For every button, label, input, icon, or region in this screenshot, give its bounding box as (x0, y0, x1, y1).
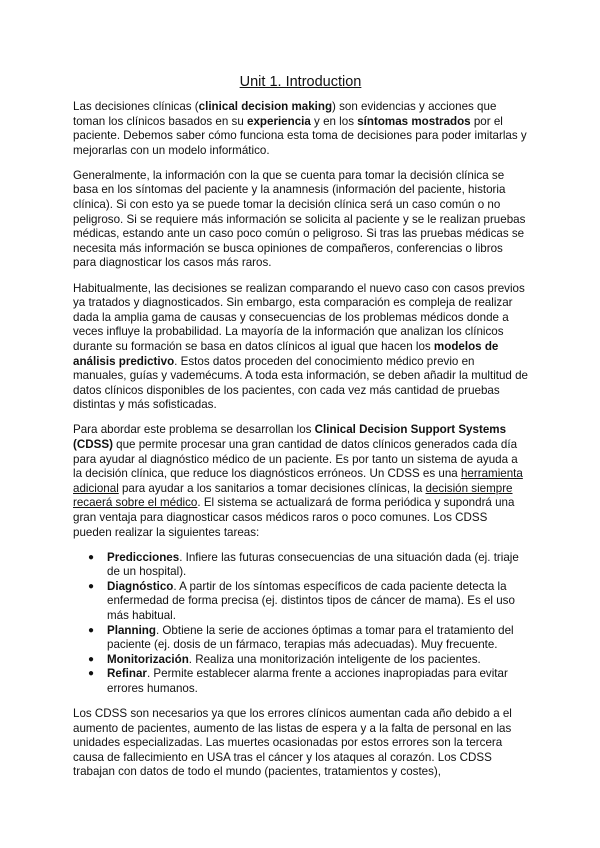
list-item (88, 652, 528, 668)
paragraph-cdss-necessity: Los CDSS son necesarios ya que los errores clínicos aumentan cada año debido a el aumento de pacientes, aumento de las listas de espera y a la falta de personal en las unidades especializadas. Las muertes ocasionadas por estos errores son la tercera causa de fallecimiento en USA tras el cáncer y los ataques al corazón. Los CDSS trabajan con datos de todo el mundo (pacientes, tratamientos y costes), (73, 707, 512, 779)
term-clinical-decision-making: clinical decision making (198, 100, 333, 113)
term-sintomas-mostrados: síntomas mostrados (357, 114, 471, 128)
task-description: . Obtiene la serie de acciones óptimas a tomar para el tratamiento del paciente (ej. dosis de un fármaco, terapias más adecuadas). Muy frecuente. (107, 623, 514, 652)
list-item (88, 623, 528, 653)
list-item (88, 667, 528, 696)
task-description: . Permite establecer alarma frente a acciones inapropiadas para evitar errores humanos. (107, 667, 508, 695)
page-title: Unit 1. Introduction (239, 74, 362, 90)
task-name: Monitorización (107, 652, 189, 666)
bullet-icon: ● (88, 653, 95, 665)
bullet-icon: ● (88, 668, 95, 680)
document-content (73, 73, 528, 791)
list-item (88, 579, 528, 624)
bullet-icon: ● (88, 580, 95, 592)
bullet-icon: ● (88, 551, 95, 563)
term-experiencia: experiencia (247, 114, 311, 128)
task-name: Diagnóstico (107, 579, 174, 593)
cdss-tasks-list (73, 551, 528, 697)
term-cdss: Clinical Decision Support Systems (CDSS) (73, 423, 507, 451)
task-name: Predicciones (107, 550, 180, 564)
bullet-icon: ● (88, 624, 95, 636)
task-name: Refinar (107, 667, 147, 681)
task-description: . A partir de los síntomas específicos de cada paciente detecta la enfermedad de forma precisa (ej. distintos tipos de cáncer de mama). Es el uso más habitual. (107, 579, 515, 622)
task-description: . Infiere las futuras consecuencias de una situación dada (ej. triaje de un hospital). (107, 550, 519, 579)
term-modelos-analisis-predictivo: modelos de análisis predictivo (73, 339, 499, 368)
underlined-decision-medico: decisión siempre recaerá sobre el médico (73, 481, 513, 510)
paragraph-information: Generalmente, la información con la que se cuenta para tomar la decisión clínica se basa en los síntomas del paciente y la anamnesis (información del paciente, historia clínica). Si con esto ya se puede tomar la decisión clínica será un caso común o no peligroso. Si se requiere más información se solicita al paciente y se le realizan pruebas médicas, estando ante un caso poco común o peligroso. Si tras las pruebas médicas se necesita más información se busca opiniones de compañeros, conferencias o libros para diagnosticar los casos más raros. (73, 168, 526, 270)
paragraph-habitual-decisions: Habitualmente, las decisiones se realizan comparando el nuevo caso con casos previos ya tratados y diagnosticados. Sin embargo, esta comparación es compleja de realizar dada la amplia gama de causas y consecuencias de los problemas médicos donde a veces influye la probabilidad. La mayoría de la información que analizan los clínicos durante su formación se basa en datos clínicos al igual que hacen los modelos de análisis predictivo. Estos datos proceden del conocimiento médico previo en manuales, guías y vademécums. A toda esta información, se deben añadir la multitud de datos clínicos disponibles de los pacientes, con cada vez más cantidad de pruebas distintas y más sofisticadas. (73, 281, 528, 412)
underlined-herramienta-adicional: herramienta adicional (73, 467, 523, 495)
paragraph-clinical-decisions: Las decisiones clínicas (clinical decision making) son evidencias y acciones que toman los clínicos basados en su experiencia y en los síntomas mostrados por el paciente. Debemos saber cómo funciona esta toma de decisiones para poder imitarlas y mejorarlas con un modelo informático. (73, 100, 527, 157)
paragraph-cdss: Para abordar este problema se desarrollan los Clinical Decision Support Systems (CDSS) que permite procesar una gran cantidad de datos clínicos generados cada día para ayudar al diagnóstico médico de un paciente. Es por tanto un sistema de ayuda a la decisión clínica, que reduce los diagnósticos erróneos. Un CDSS es una herramienta adicional para ayudar a los sanitarios a tomar decisiones clínicas, la decisión siempre recaerá sobre el médico. El sistema se actualizará de forma periódica y supondrá una gran ventaja para diagnosticar casos médicos raros o poco comunes. Los CDSS pueden realizar la siguientes tareas: (73, 423, 523, 539)
task-description: . Realiza una monitorización inteligente de los pacientes. (188, 652, 481, 666)
task-name: Planning (107, 623, 156, 637)
list-item (88, 550, 528, 580)
